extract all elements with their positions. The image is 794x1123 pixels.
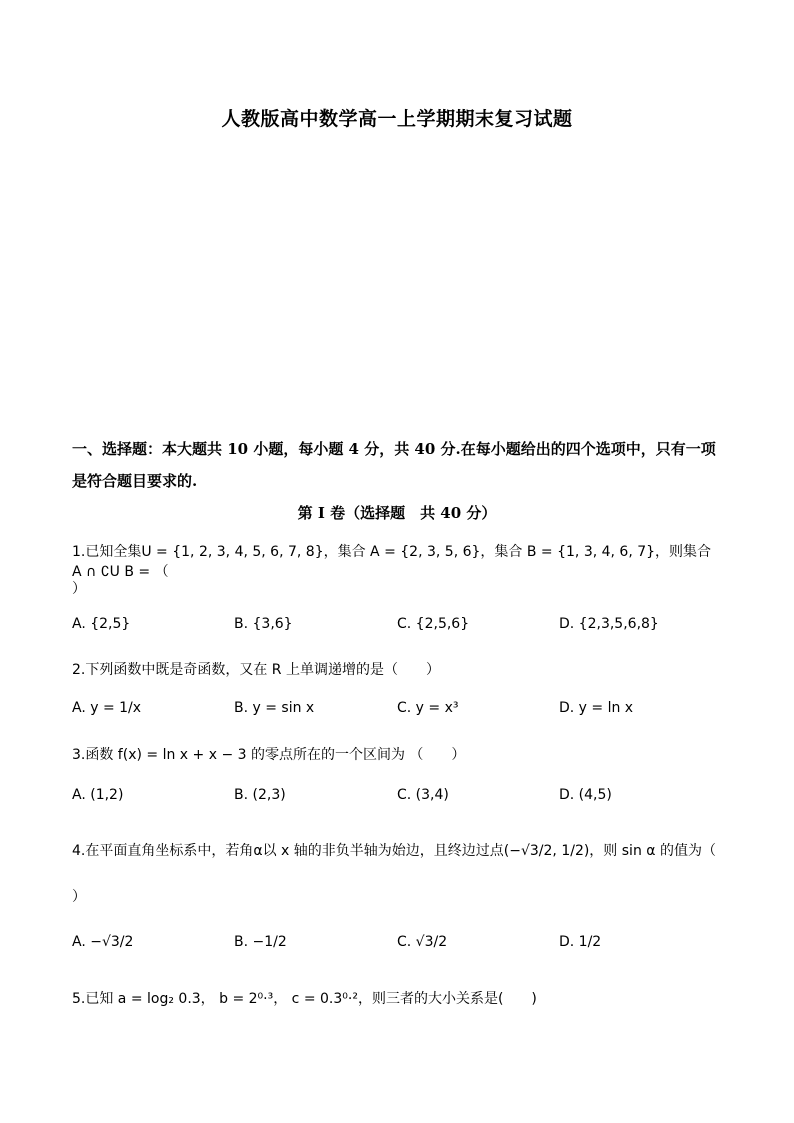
question-2-option-b: B. y = sin x [234,700,315,716]
question-3-option-a: A. (1,2) [72,787,124,803]
question-2-stem: 2.下列函数中既是奇函数，又在 R 上单调递增的是（ ） [72,662,440,678]
volume-heading: 第 I 卷（选择题 共 40 分） [297,504,497,522]
question-4-option-d: D. 1/2 [559,934,602,950]
question-1-close-paren: ） [72,581,86,597]
question-1-option-a: A. {2,5} [72,616,131,632]
question-2-option-d: D. y = ln x [559,700,634,716]
document-title: 人教版高中数学高一上学期期末复习试题 [221,108,573,130]
question-3-stem: 3.函数 f(x) = ln x + x − 3 的零点所在的一个区间为 （ ） [72,747,466,763]
question-1-option-c: C. {2,5,6} [397,616,470,632]
question-1-option-b: B. {3,6} [234,616,293,632]
question-3-options [72,787,722,817]
question-5-stem: 5.已知 a = log₂ 0.3， b = 2⁰·³， c = 0.3⁰·²，则三者的大小关系是( ) [72,991,537,1007]
question-2-option-c: C. y = x³ [397,700,459,716]
question-1-stem: 1.已知全集U = {1, 2, 3, 4, 5, 6, 7, 8}，集合 A = {2, 3, 5, 6}，集合 B = {1, 3, 4, 6, 7}，则集合 A ∩ ∁U B = （ [72,544,712,580]
question-3-option-d: D. (4,5) [559,787,612,803]
question-2-option-a: A. y = 1/x [72,700,142,716]
question-4-option-b: B. −1/2 [234,934,287,950]
question-4-stem: 4.在平面直角坐标系中，若角α以 x 轴的非负半轴为始边，且终边过点(−√3/2, 1/2)，则 sin α 的值为（ [72,843,716,859]
question-4-options [72,934,722,964]
question-1-option-d: D. {2,3,5,6,8} [559,616,659,632]
question-4-close-paren: ） [72,889,86,905]
question-4-option-a: A. −√3/2 [72,934,134,950]
question-4-option-c: C. √3/2 [397,934,448,950]
question-3-option-b: B. (2,3) [234,787,286,803]
question-1-options [72,616,722,646]
question-2-options [72,700,722,730]
question-3-option-c: C. (3,4) [397,787,449,803]
section-heading: 一、选择题：本大题共 10 小题，每小题 4 分，共 40 分.在每小题给出的四个选项中，只有一项是符合题目要求的. [72,440,716,490]
